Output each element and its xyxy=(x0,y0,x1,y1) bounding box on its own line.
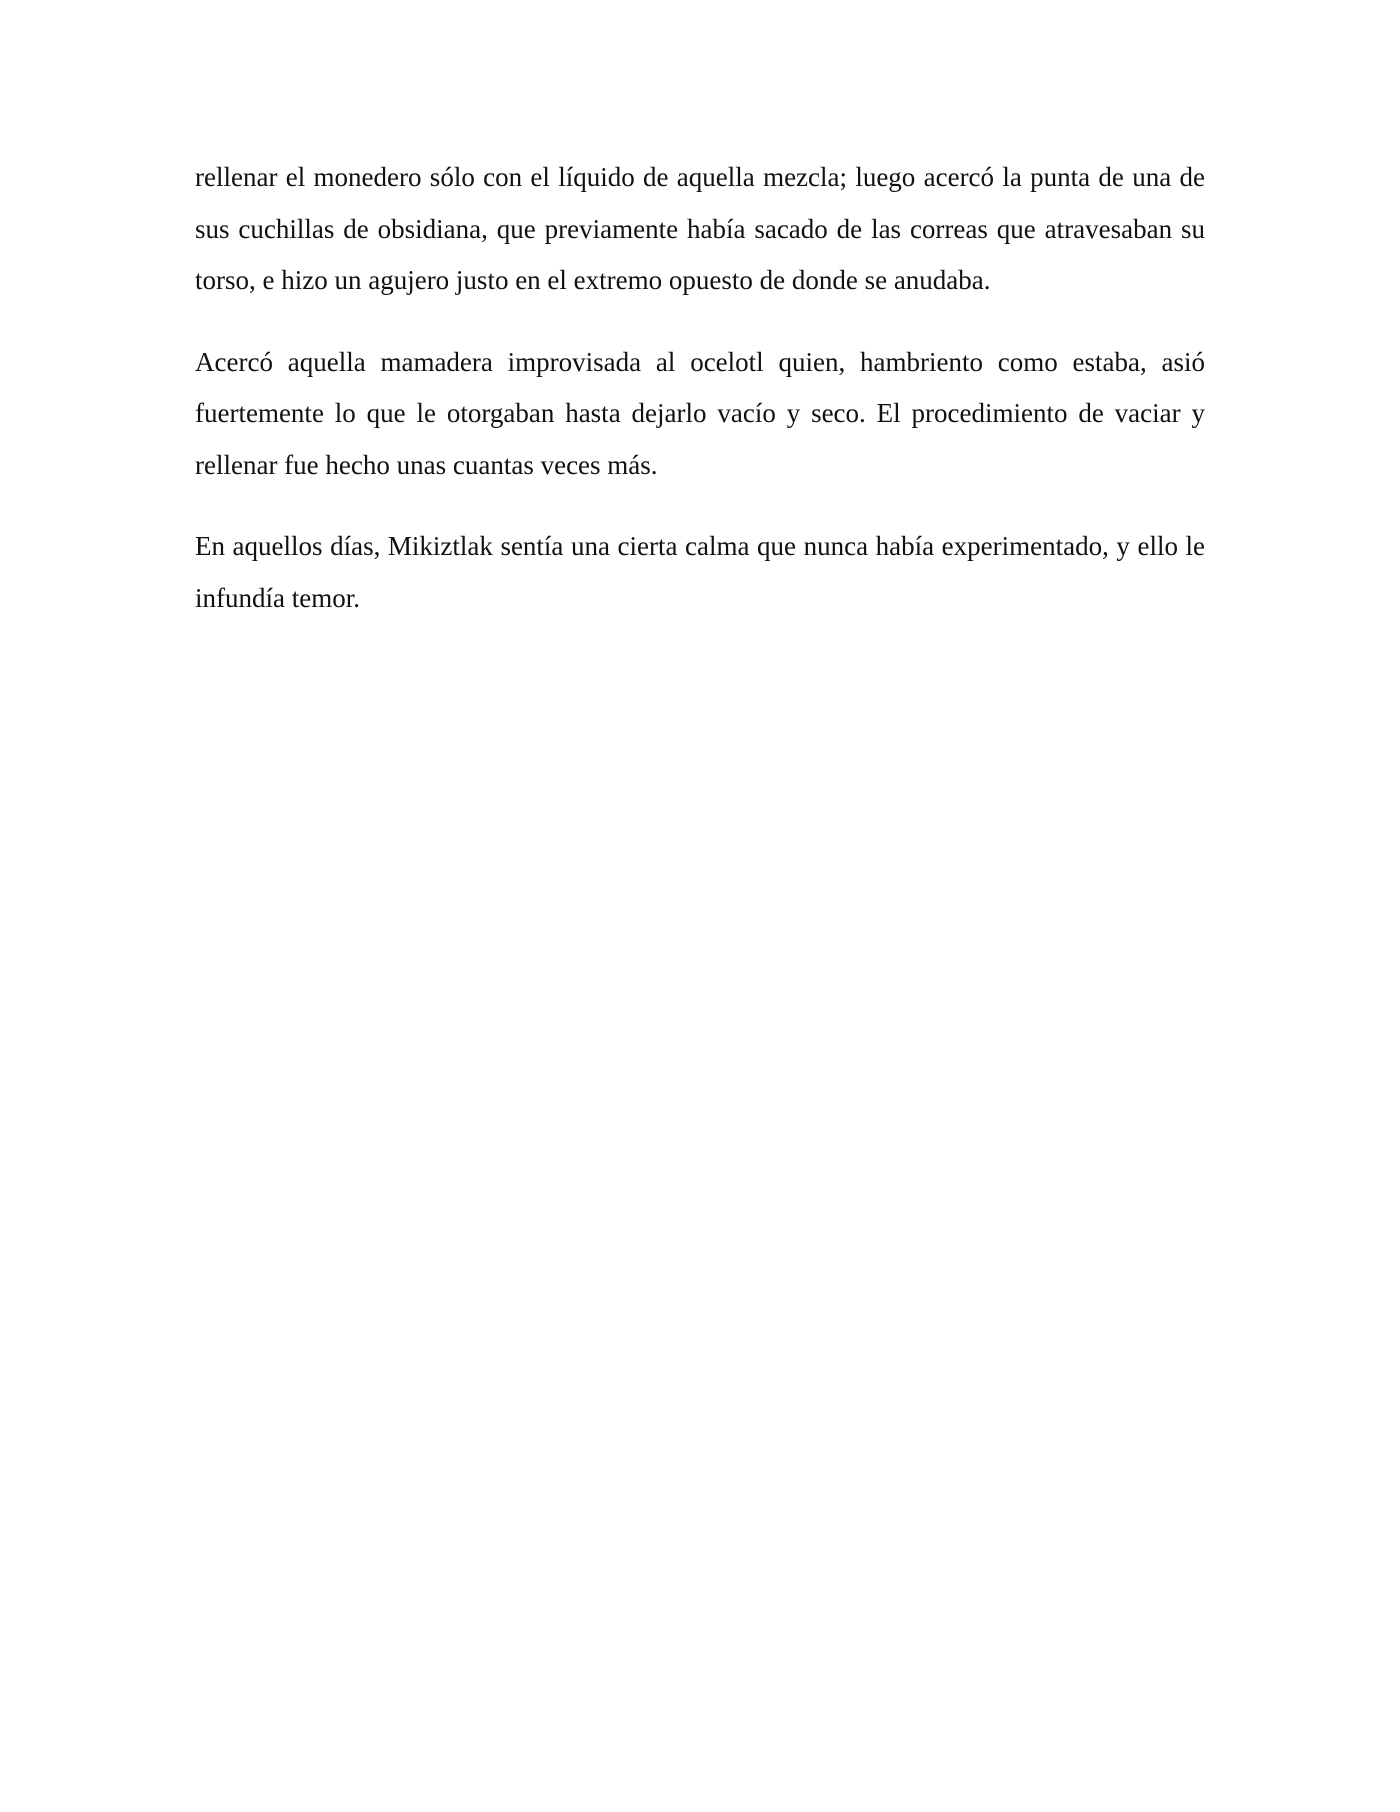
body-text xyxy=(195,152,1205,654)
paragraph-3: En aquellos días, Mikiztlak sentía una cierta calma que nunca había experimentado, y ello le infundía temor. xyxy=(195,531,1205,613)
paragraph-2: Acercó aquella mamadera improvisada al ocelotl quien, hambriento como estaba, asió fuertemente lo que le otorgaban hasta dejarlo vacío y seco. El procedimiento de vaciar y rellenar fue hecho unas cuantas veces más. xyxy=(195,346,1205,480)
paragraph-1: rellenar el monedero sólo con el líquido de aquella mezcla; luego acercó la punta de una de sus cuchillas de obsidiana, que previamente había sacado de las correas que atravesaban su torso, e hizo un agujero justo en el extremo opuesto de donde se anudaba. xyxy=(195,162,1205,295)
